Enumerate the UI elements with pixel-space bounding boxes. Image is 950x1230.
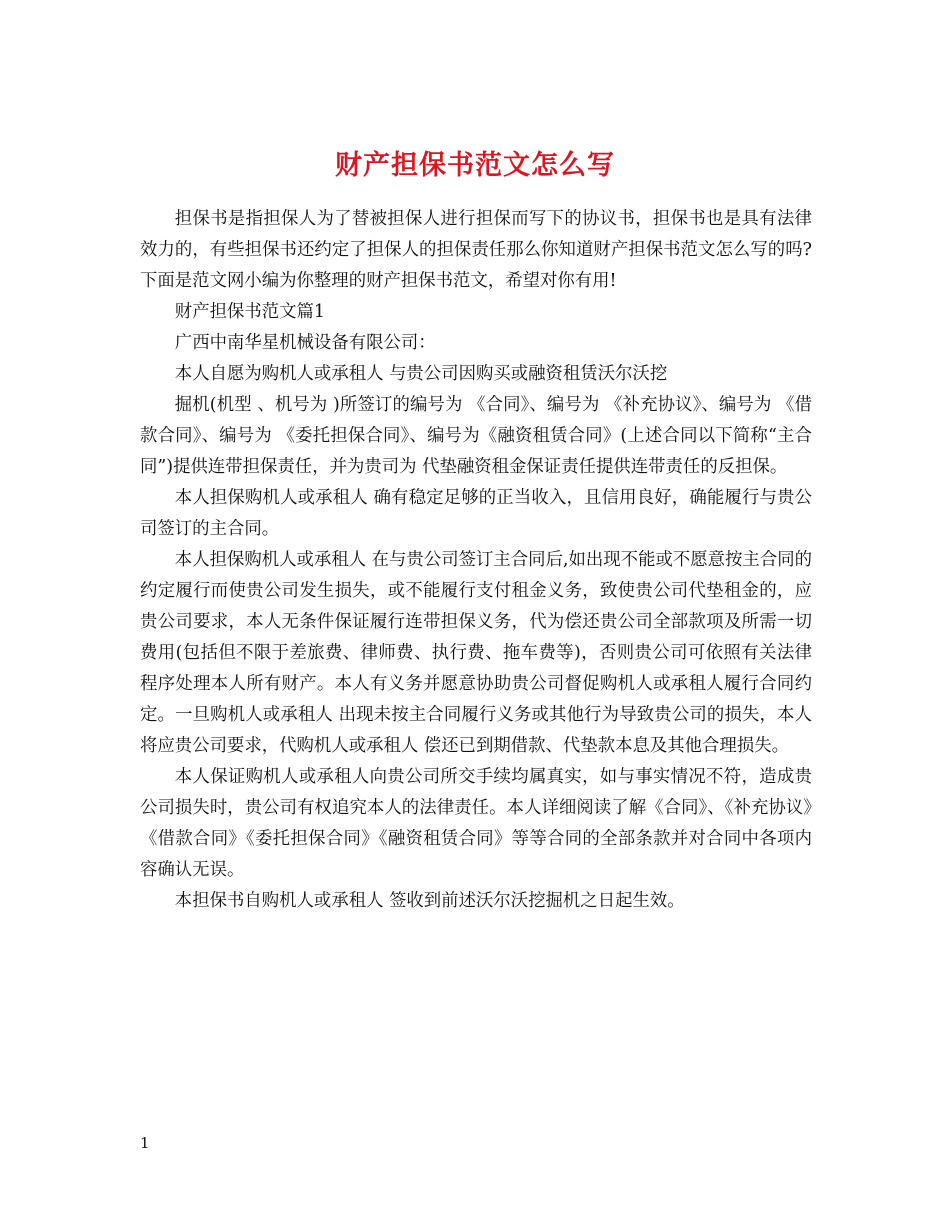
- paragraph-intro: 担保书是指担保人为了替被担保人进行担保而写下的协议书，担保书也是具有法律效力的，有些担保书还约定了担保人的担保责任那么你知道财产担保书范文怎么写的吗?下面是范文网小编为你整理的财产担保书范文，希望对你有用!: [140, 209, 812, 291]
- paragraph-section-heading: 财产担保书范文篇1: [174, 302, 325, 322]
- document-title: 财产担保书范文怎么写: [335, 150, 615, 182]
- paragraph-effective-date: 本担保书自购机人或承租人 签收到前述沃尔沃挖掘机之日起生效。: [174, 891, 685, 911]
- paragraph-statement-opening: 本人自愿为购机人或承租人 与贵公司因购买或融资租赁沃尔沃挖: [174, 364, 668, 384]
- page-number: 1: [140, 1134, 150, 1152]
- paragraph-liability: 本人担保购机人或承租人 在与贵公司签订主合同后,如出现不能或不愿意按主合同的约定履行而使贵公司发生损失，或不能履行支付租金义务，致使贵公司代垫租金的，应贵公司要求，本人无条件保证履行连带担保义务，代为偿还贵公司全部款项及所需一切费用(包括但不限于差旅费、律师费、执行费、拖车费等)，否则贵公司可依照有关法律程序处理本人所有财产。本人有义务并愿意协助贵公司督促购机人或承租人履行合同约定。一旦购机人或承租人 出现未按主合同履行义务或其他行为导致贵公司的损失，本人将应贵公司要求，代购机人或承租人 偿还已到期借款、代垫款本息及其他合理损失。: [140, 550, 812, 756]
- paragraph-contract-list: 掘机(机型 、机号为 )所签订的编号为 《合同》、编号为 《补充协议》、编号为 《借款合同》、编号为 《委托担保合同》、编号为《融资租赁合同》(上述合同以下简称“主合同”)提供连带担保责任，并为贵司为 代垫融资租金保证责任提供连带责任的反担保。: [140, 395, 812, 477]
- document-body: [140, 204, 812, 917]
- paragraph-authenticity: 本人保证购机人或承租人向贵公司所交手续均属真实，如与事实情况不符，造成贵公司损失时，贵公司有权追究本人的法律责任。本人详细阅读了解《合同》、《补充协议》《借款合同》《委托担保合同》《融资租赁合同》等等合同的全部条款并对合同中各项内容确认无误。: [140, 767, 812, 880]
- paragraph-addressee: 广西中南华星机械设备有限公司：: [174, 333, 436, 353]
- paragraph-income-guarantee: 本人担保购机人或承租人 确有稳定足够的正当收入，且信用良好，确能履行与贵公司签订的主合同。: [140, 488, 812, 539]
